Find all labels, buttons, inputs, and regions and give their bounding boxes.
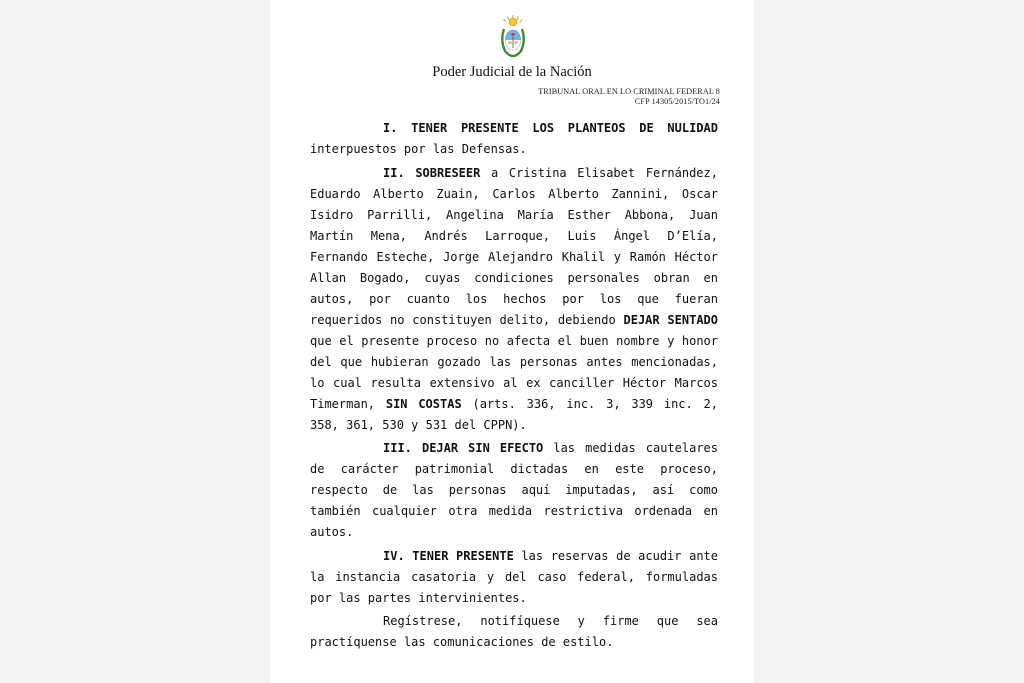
paragraph-5 <box>310 611 718 653</box>
paragraph-2-text-2: que el presente proceso no afecta el buen nombre y honor del que hubieran gozado las personas antes mencionadas, lo cual resulta extensivo al ex canciller Héctor Marcos Timerman, <box>310 333 718 411</box>
paragraph-2-number: II. <box>383 165 405 180</box>
paragraph-1 <box>310 118 718 160</box>
paragraph-1-text: interpuestos por las Defensas. <box>310 142 527 156</box>
institution-name: Poder Judicial de la Nación <box>432 64 592 80</box>
paragraph-5-text: Regístrese, notifíquese y firme que sea practíquense las comunicaciones de estilo. <box>310 614 718 649</box>
paragraph-3-number: III. <box>383 441 412 455</box>
paragraph-2-bold-3: SIN COSTAS <box>385 396 462 411</box>
paragraph-3-text: las medidas cautelares de carácter patrimonial dictadas en este proceso, respecto de las personas aquí imputadas, así como también cualquier otra medida restrictiva ordenada en autos. <box>310 441 718 539</box>
court-name: TRIBUNAL ORAL EN LO CRIMINAL FEDERAL 8 <box>538 87 720 96</box>
document-page <box>270 0 754 683</box>
paragraph-1-number: I. <box>383 121 398 135</box>
paragraph-2-text-1: a Cristina Elisabet Fernández, Eduardo Alberto Zuain, Carlos Alberto Zannini, Oscar Isidro Parrilli, Angelina María Esther Abbona, Juan Martín Mena, Andrés Larroque, Luis Ángel D’Elía, Fernando Esteche, Jorge Alejandro Khalil y Ramón Héctor Allan Bogado, cuyas condiciones personales obran en autos, por cuanto los hechos por los que fueran requeridos no constituyen delito, debiendo <box>310 165 718 327</box>
paragraph-4 <box>310 546 718 609</box>
resolution-body <box>310 118 718 656</box>
paragraph-2 <box>310 163 718 436</box>
paragraph-3 <box>310 438 718 543</box>
paragraph-4-text: las reservas de acudir ante la instancia casatoria y del caso federal, formuladas por las partes intervinientes. <box>310 548 718 605</box>
paragraph-1-heading: TENER PRESENTE LOS PLANTEOS DE NULIDAD <box>411 121 718 135</box>
paragraph-2-bold-2: DEJAR SENTADO <box>623 312 718 327</box>
paragraph-4-heading: TENER PRESENTE <box>412 548 514 563</box>
paragraph-2-heading: SOBRESEER <box>415 165 481 180</box>
paragraph-4-number: IV. <box>383 548 405 563</box>
argentina-coat-of-arms-icon <box>499 14 527 58</box>
paragraph-3-heading: DEJAR SIN EFECTO <box>421 441 544 455</box>
case-number: CFP 14305/2015/TO1/24 <box>634 97 720 106</box>
paragraph-2-text-3: (arts. 336, inc. 3, 339 inc. 2, 358, 361, 530 y 531 del CPPN). <box>310 396 719 432</box>
